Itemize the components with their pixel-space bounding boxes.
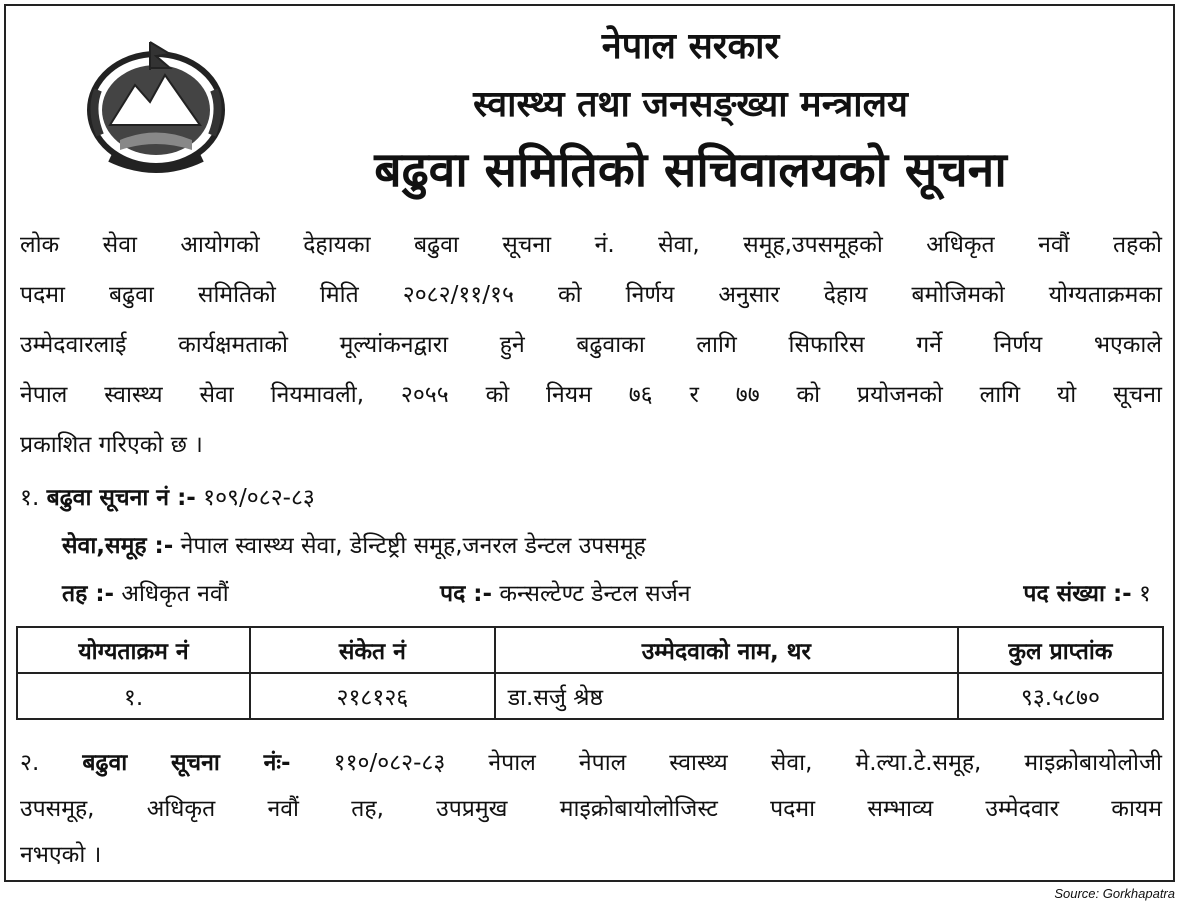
item1-count-row	[1023, 576, 1151, 608]
item1-notice-value: १०९/०८२-८३	[203, 485, 315, 511]
level-label: तह :-	[62, 581, 115, 607]
item1-service-row	[62, 528, 646, 560]
item1-level-row	[62, 576, 229, 608]
paragraph-line: नेपाल स्वास्थ्य सेवा नियमावली, २०५५ को नियम ७६ र ७७ को प्रयोजनको लागि यो सूचना	[20, 382, 1162, 408]
candidate-name-cell: डा.सर्जु श्रेष्ठ	[495, 673, 958, 719]
paragraph-line: उम्मेदवारलाई कार्यक्षमताको मूल्यांकनद्वारा हुने बढुवाका लागि सिफारिस गर्ने निर्णय भएकाले	[20, 332, 1162, 358]
body-paragraph	[20, 222, 1162, 472]
post-count-value: १	[1139, 581, 1151, 607]
post-label: पद :-	[440, 581, 493, 607]
item2-notice-text: ११०/०८२-८३ नेपाल नेपाल स्वास्थ्य सेवा, मे.ल्या.टे.समूह, माइक्रोबायोलोजी	[333, 750, 1163, 776]
notice-title: बढुवा समितिको सचिवालयको सूचना	[374, 142, 1007, 198]
item1-notice-number	[20, 480, 315, 512]
item1-number: १.	[20, 485, 40, 511]
item2-line	[20, 740, 1162, 786]
result-table	[16, 626, 1164, 720]
paragraph-line: पदमा बढुवा समितिको मिति २०८२/११/१५ को निर्णय अनुसार देहाय बमोजिमको योग्यताक्रमका	[20, 282, 1162, 308]
table-row	[17, 673, 1163, 719]
government-title: नेपाल सरकार	[601, 26, 780, 67]
item2-number: २.	[20, 750, 40, 776]
header-total-marks: कुल प्राप्तांक	[958, 627, 1163, 673]
level-value: अधिकृत नवौं	[121, 581, 229, 607]
service-value: नेपाल स्वास्थ्य सेवा, डेन्टिष्ट्री समूह,जनरल डेन्टल उपसमूह	[180, 533, 646, 559]
post-value: कन्सल्टेण्ट डेन्टल सर्जन	[499, 581, 691, 607]
header-merit-number: योग्यताक्रम नं	[17, 627, 250, 673]
code-number-cell: २१८१२६	[250, 673, 495, 719]
table-header-row	[17, 627, 1163, 673]
paragraph-line: लोक सेवा आयोगको देहायका बढुवा सूचना नं. सेवा, समूह,उपसमूहको अधिकृत नवौं तहको	[20, 232, 1162, 258]
item2-line: उपसमूह, अधिकृत नवौं तह, उपप्रमुख माइक्रोबायोलोजिस्ट पदमा सम्भाव्य उम्मेदवार कायम	[20, 796, 1162, 822]
nepal-government-emblem-icon	[80, 30, 232, 180]
header-code-number: संकेत नं	[250, 627, 495, 673]
header-candidate-name: उम्मेदवाको नाम, थर	[495, 627, 958, 673]
ministry-title: स्वास्थ्य तथा जनसङ्ख्या मन्त्रालय	[473, 84, 908, 125]
item2-notice-label: बढुवा सूचना नंः-	[82, 750, 291, 776]
total-marks-cell: ९३.५८७०	[958, 673, 1163, 719]
post-count-label: पद संख्या :-	[1023, 581, 1132, 607]
paragraph-line: प्रकाशित गरिएको छ ।	[20, 432, 203, 458]
item2-notice	[20, 740, 1162, 878]
item2-line: नभएको ।	[20, 842, 102, 868]
source-credit: Source: Gorkhapatra	[1054, 886, 1175, 901]
service-label: सेवा,समूह :-	[62, 533, 174, 559]
merit-number-cell: १.	[17, 673, 250, 719]
item1-post-row	[440, 576, 691, 608]
item1-notice-label: बढुवा सूचना नं :-	[46, 485, 196, 511]
